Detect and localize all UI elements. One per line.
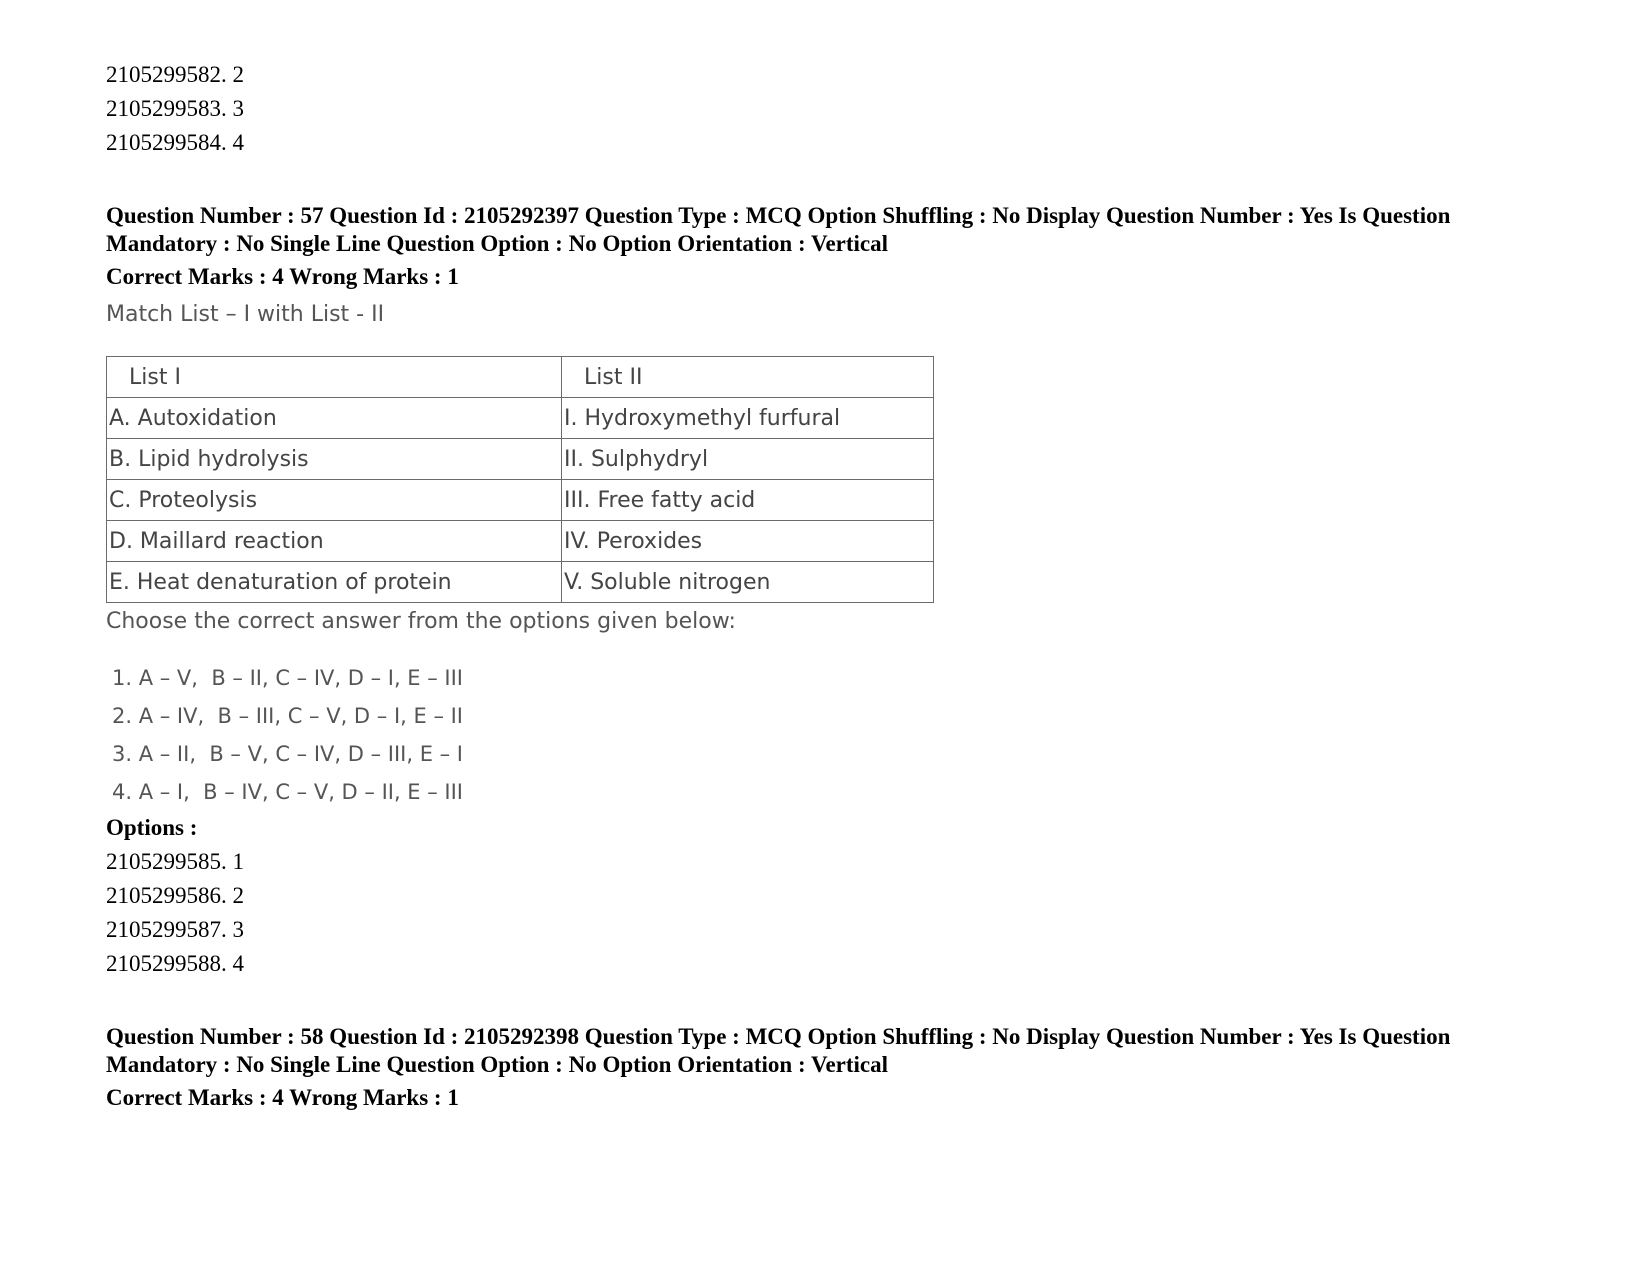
table-cell: IV. Peroxides — [562, 521, 934, 562]
question-marks: Correct Marks : 4 Wrong Marks : 1 — [106, 1085, 459, 1110]
table-cell: B. Lipid hydrolysis — [107, 439, 562, 480]
instruction-text: Choose the correct answer from the options given below: — [106, 609, 736, 634]
option-line: 2105299584. 4 — [106, 130, 244, 155]
table-cell: III. Free fatty acid — [562, 480, 934, 521]
answer-choice: 1. A – V, B – II, C – IV, D – I, E – III — [112, 666, 464, 690]
table-cell: D. Maillard reaction — [107, 521, 562, 562]
table-row — [107, 521, 934, 562]
question-stem: Match List – I with List - II — [106, 302, 385, 327]
answer-choices — [112, 659, 1546, 811]
options-label: Options : — [106, 815, 198, 840]
question-57 — [106, 202, 1546, 981]
question-header: Question Number : 58 Question Id : 2105292398 Question Type : MCQ Option Shuffling : No Display Question Number : Yes Is Question Mandatory : No Single Line Question Option : No Option Orientation : Vertical — [106, 1024, 1451, 1077]
table-cell: C. Proteolysis — [107, 480, 562, 521]
options-list — [106, 845, 1546, 981]
document-page — [106, 58, 1546, 1113]
table-row — [107, 480, 934, 521]
table-header-row — [107, 357, 934, 398]
table-header-cell: List II — [562, 357, 934, 398]
option-line: 2105299583. 3 — [106, 96, 244, 121]
table-cell: II. Sulphydryl — [562, 439, 934, 480]
answer-choice: 3. A – II, B – V, C – IV, D – III, E – I — [112, 742, 464, 766]
match-table — [106, 356, 934, 603]
option-line: 2105299586. 2 — [106, 883, 244, 908]
table-cell: A. Autoxidation — [107, 398, 562, 439]
option-line: 2105299585. 1 — [106, 849, 244, 874]
table-cell: I. Hydroxymethyl furfural — [562, 398, 934, 439]
option-line: 2105299588. 4 — [106, 951, 244, 976]
option-line: 2105299582. 2 — [106, 62, 244, 87]
table-header-cell: List I — [107, 357, 562, 398]
table-cell: E. Heat denaturation of protein — [107, 562, 562, 603]
question-58 — [106, 1023, 1546, 1113]
question-header: Question Number : 57 Question Id : 2105292397 Question Type : MCQ Option Shuffling : No Display Question Number : Yes Is Question Mandatory : No Single Line Question Option : No Option Orientation : Vertical — [106, 203, 1451, 256]
answer-choice: 4. A – I, B – IV, C – V, D – II, E – III — [112, 780, 464, 804]
option-line: 2105299587. 3 — [106, 917, 244, 942]
table-row — [107, 398, 934, 439]
table-cell: V. Soluble nitrogen — [562, 562, 934, 603]
table-row — [107, 439, 934, 480]
previous-options-list — [106, 58, 1546, 160]
answer-choice: 2. A – IV, B – III, C – V, D – I, E – II — [112, 704, 464, 728]
question-marks: Correct Marks : 4 Wrong Marks : 1 — [106, 264, 459, 289]
table-row — [107, 562, 934, 603]
